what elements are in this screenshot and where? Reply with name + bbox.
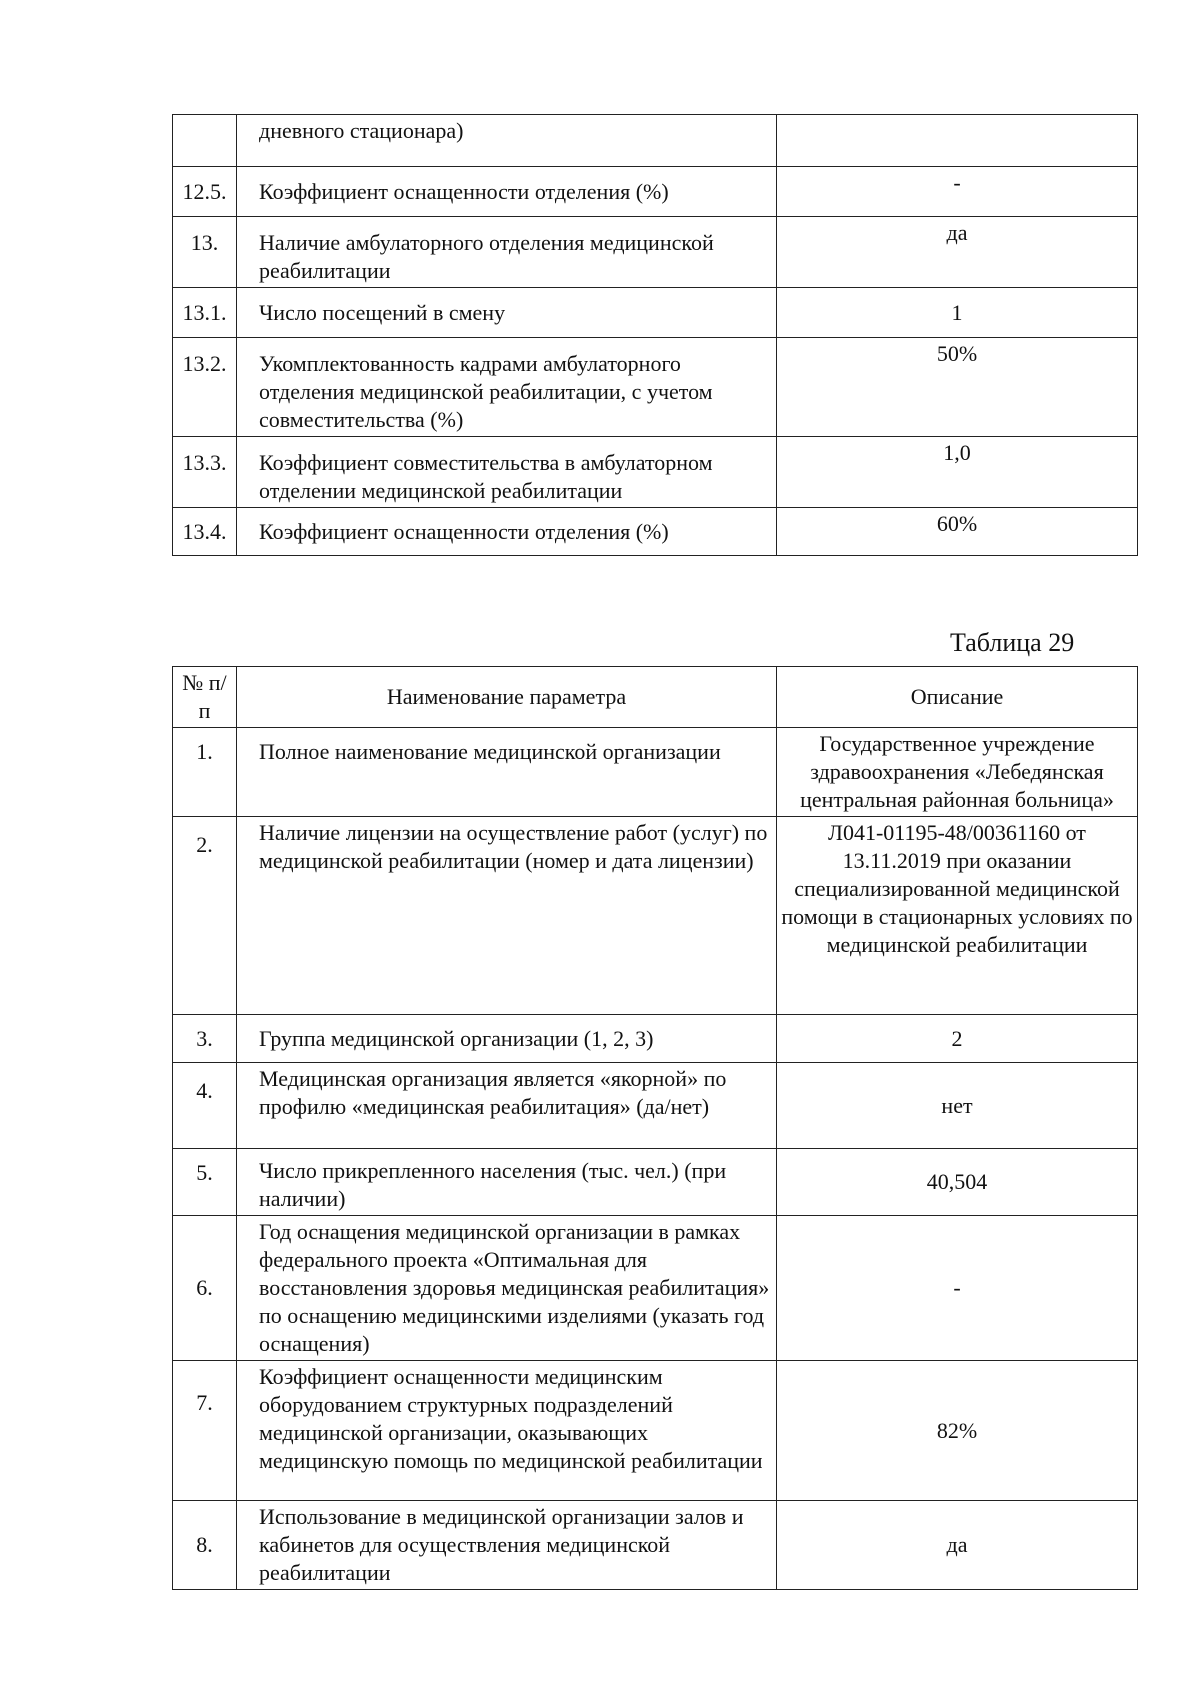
param-name: Укомплектованность кадрами амбулаторного отделения медицинской реабилитации, с учетом совместительства (%) [237,338,777,437]
table-row [173,1216,1138,1361]
header-number: № п/п [173,667,237,728]
param-value: 1,0 [777,437,1138,508]
param-value: Л041-01195-48/00361160 от 13.11.2019 при оказании специализированной медицинской помощи в стационарных условиях по медицинской реабилитации [777,817,1138,1015]
param-name: Коэффициент оснащенности медицинским оборудованием структурных подразделений медицинской организации, оказывающих медицинскую помощь по медицинской реабилитации [237,1361,777,1501]
table-row [173,1015,1138,1063]
param-name: Коэффициент оснащенности отделения (%) [237,508,777,556]
param-value [777,115,1138,167]
table-row [173,437,1138,508]
table-row [173,1063,1138,1149]
table-row [173,167,1138,217]
param-value: 50% [777,338,1138,437]
header-description: Описание [777,667,1138,728]
table-row [173,288,1138,338]
row-number: 3. [173,1015,237,1063]
param-name: Наличие амбулаторного отделения медицинской реабилитации [237,217,777,288]
table-row [173,1501,1138,1590]
table-row [173,338,1138,437]
row-number: 12.5. [173,167,237,217]
table-row [173,115,1138,167]
param-name: дневного стационара) [237,115,777,167]
param-name: Коэффициент совместительства в амбулаторном отделении медицинской реабилитации [237,437,777,508]
table-29 [172,666,1138,1590]
param-name: Наличие лицензии на осуществление работ (услуг) по медицинской реабилитации (номер и дата лицензии) [237,817,777,1015]
param-value: - [777,1216,1138,1361]
row-number: 4. [173,1063,237,1149]
param-value: нет [777,1063,1138,1149]
row-number: 13.1. [173,288,237,338]
param-name: Использование в медицинской организации залов и кабинетов для осуществления медицинской реабилитации [237,1501,777,1590]
table-row [173,1149,1138,1216]
param-name: Число посещений в смену [237,288,777,338]
header-name: Наименование параметра [237,667,777,728]
row-number: 13.3. [173,437,237,508]
param-name: Год оснащения медицинской организации в рамках федерального проекта «Оптимальная для восстановления здоровья медицинская реабилитация» по оснащению медицинскими изделиями (указать год оснащения) [237,1216,777,1361]
table-row [173,508,1138,556]
param-value: - [777,167,1138,217]
param-value: 82% [777,1361,1138,1501]
param-name: Группа медицинской организации (1, 2, 3) [237,1015,777,1063]
row-number: 13.2. [173,338,237,437]
param-name: Медицинская организация является «якорной» по профилю «медицинская реабилитация» (да/нет) [237,1063,777,1149]
param-value: 2 [777,1015,1138,1063]
param-value: да [777,1501,1138,1590]
param-value: 60% [777,508,1138,556]
row-number: 7. [173,1361,237,1501]
table-row [173,217,1138,288]
table-row [173,1361,1138,1501]
param-name: Коэффициент оснащенности отделения (%) [237,167,777,217]
row-number: 8. [173,1501,237,1590]
param-name: Число прикрепленного населения (тыс. чел.) (при наличии) [237,1149,777,1216]
row-number: 1. [173,728,237,817]
table-row [173,728,1138,817]
row-number: 13.4. [173,508,237,556]
param-value: да [777,217,1138,288]
table-row [173,817,1138,1015]
table-caption: Таблица 29 [950,628,1075,657]
row-number: 13. [173,217,237,288]
row-number: 6. [173,1216,237,1361]
param-value: 1 [777,288,1138,338]
table-header-row [173,667,1138,728]
row-number: 2. [173,817,237,1015]
param-name: Полное наименование медицинской организации [237,728,777,817]
table-continuation [172,114,1138,556]
row-number: 5. [173,1149,237,1216]
row-number [173,115,237,167]
param-value: 40,504 [777,1149,1138,1216]
param-value: Государственное учреждение здравоохранения «Лебедянская центральная районная больница» [777,728,1138,817]
